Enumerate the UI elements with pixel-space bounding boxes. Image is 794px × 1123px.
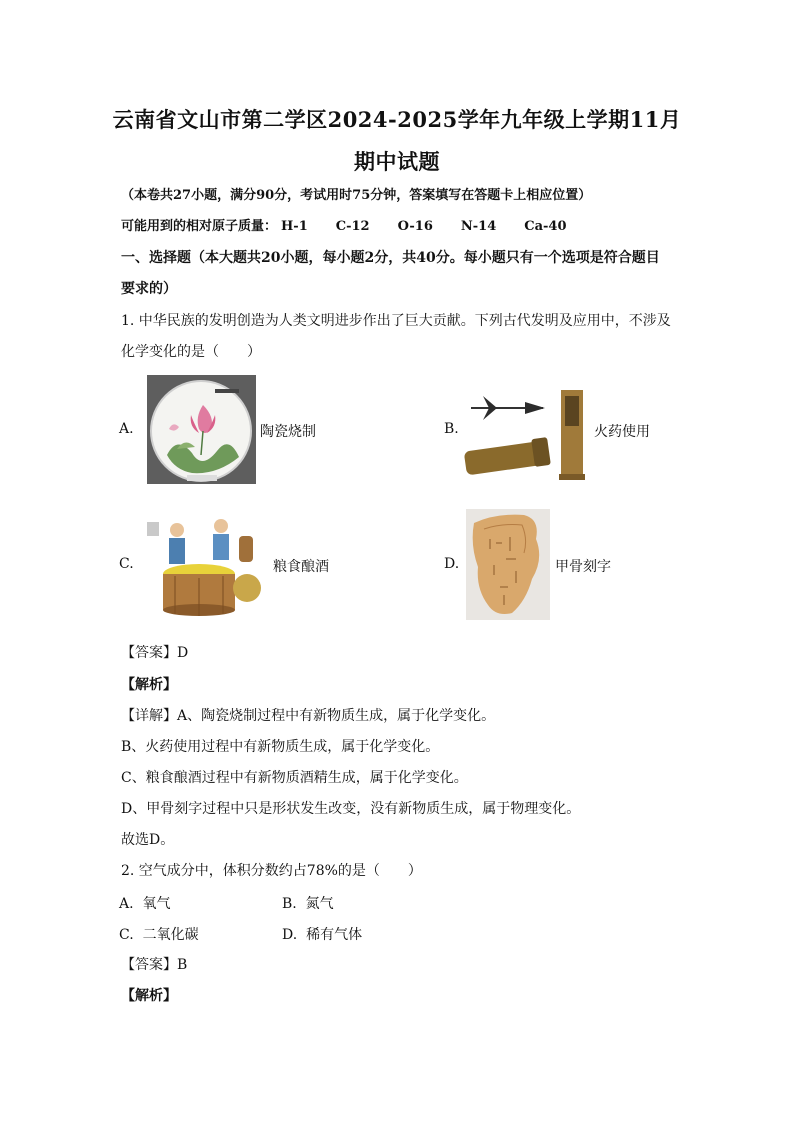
q2-option-text: 二氧化碳 <box>142 927 199 943</box>
exam-title-line2: 期中试题 <box>354 149 440 174</box>
q2-option-letter: D. <box>282 927 298 943</box>
exam-instructions: （本卷共27小题，满分90分，考试用时75分钟，答案填写在答题卡上相应位置） <box>121 188 592 203</box>
atom-mass: C-12 <box>335 219 370 234</box>
gunpowder-weapons-image <box>463 386 588 482</box>
q1-detail-line: 【详解】A、陶瓷烧制过程中有新物质生成，属于化学变化。 <box>121 708 496 724</box>
q1-option-c-letter: C. <box>119 556 134 572</box>
q2-option-b <box>282 893 334 913</box>
q1-option-a-text: 陶瓷烧制 <box>260 424 316 440</box>
porcelain-plate-image <box>147 375 256 484</box>
section-heading: 一、选择题（本大题共20小题，每小题2分，共40分。每小题只有一个选项是符合题目 <box>121 250 660 266</box>
oracle-bone-image <box>466 509 550 620</box>
q1-option-b-text: 火药使用 <box>594 424 650 440</box>
q1-option-d-text: 甲骨刻字 <box>555 559 611 575</box>
section-heading-cont: 要求的） <box>121 281 177 297</box>
atom-mass: O-16 <box>397 219 433 234</box>
q2-option-letter: B. <box>282 896 297 912</box>
atom-mass: Ca-40 <box>524 219 567 234</box>
wine-brewing-image <box>147 516 267 619</box>
q1-option-c-text: 粮食酿酒 <box>273 559 329 575</box>
q2-option-c <box>119 924 199 944</box>
exam-title-line1: 云南省文山市第二学区2024-2025学年九年级上学期11月 <box>112 107 682 132</box>
q2-option-d <box>282 924 362 944</box>
q1-stem-cont: 化学变化的是（ ） <box>121 344 261 360</box>
q2-option-letter: C. <box>119 927 134 943</box>
q1-answer: 【答案】D <box>121 645 189 661</box>
q2-option-a <box>119 893 170 913</box>
q1-detail-line: 故选D。 <box>121 832 175 848</box>
q2-analysis-label: 【解析】 <box>121 988 177 1004</box>
q1-option-a-letter: A. <box>119 421 134 437</box>
q1-detail-line: C、粮食酿酒过程中有新物质酒精生成，属于化学变化。 <box>121 770 468 786</box>
q1-option-b-letter: B. <box>444 421 459 437</box>
q1-analysis-label: 【解析】 <box>121 677 177 693</box>
q1-detail-line: D、甲骨刻字过程中只是形状发生改变，没有新物质生成，属于物理变化。 <box>121 801 581 817</box>
atom-mass: N-14 <box>460 219 497 234</box>
q1-stem: 1. 中华民族的发明创造为人类文明进步作出了巨大贡献。下列古代发明及应用中，不涉及 <box>121 313 671 329</box>
q1-option-d-letter: D. <box>444 556 460 572</box>
atomic-masses-label: 可能用到的相对原子质量： <box>121 219 278 234</box>
atomic-masses <box>121 217 595 237</box>
atom-mass: H-1 <box>281 219 308 234</box>
q2-answer: 【答案】B <box>121 957 188 973</box>
q2-option-text: 氮气 <box>305 896 334 912</box>
q2-option-text: 氧气 <box>142 896 171 912</box>
q1-detail-line: B、火药使用过程中有新物质生成，属于化学变化。 <box>121 739 440 755</box>
q2-stem: 2. 空气成分中，体积分数约占78%的是（ ） <box>121 863 422 879</box>
q2-option-text: 稀有气体 <box>306 927 363 943</box>
q2-option-letter: A. <box>119 896 134 912</box>
